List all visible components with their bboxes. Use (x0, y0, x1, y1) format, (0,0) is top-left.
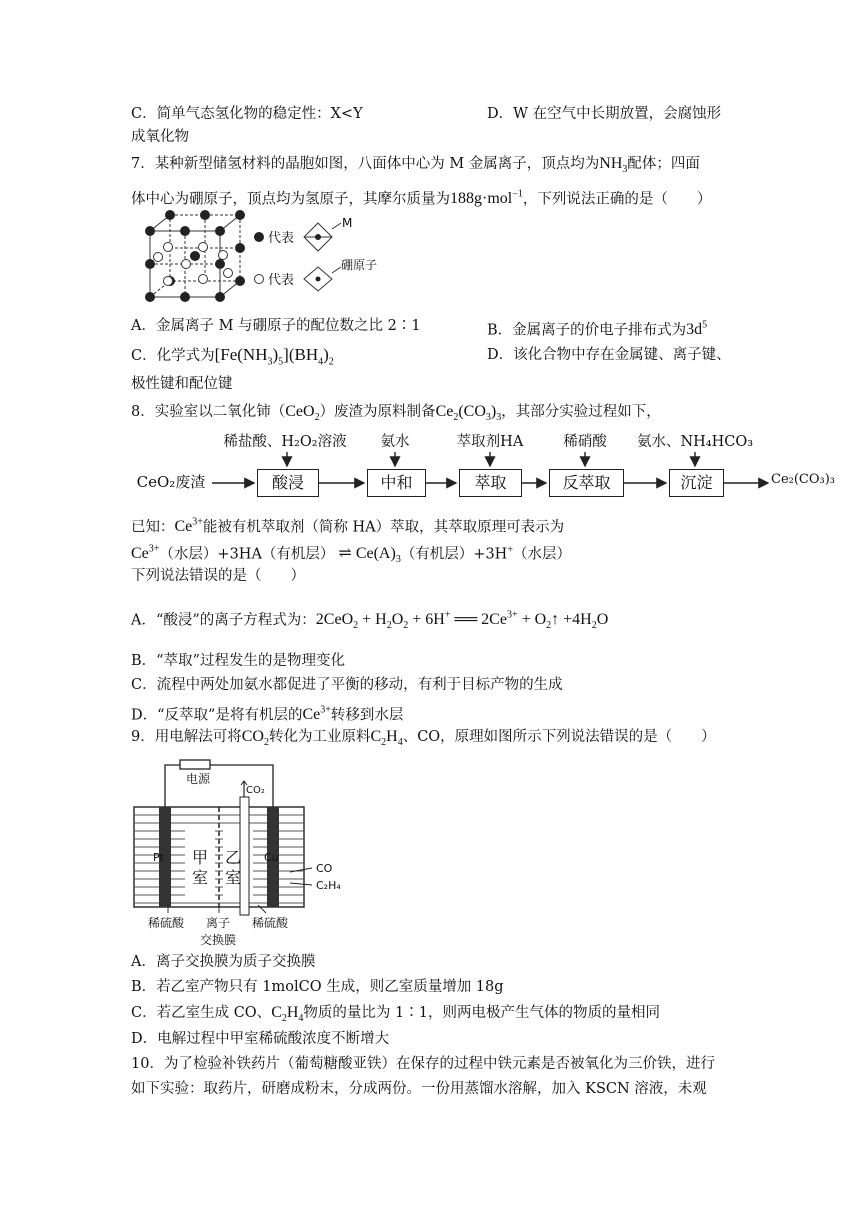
q8-stem: 8．实验室以二氧化铈（CeO$_2$）废渣为原料制备$Ce_2(CO_3)_3$，其部分实验过程如下， (131, 403, 661, 424)
q7-stem-text: 7．某种新型储氢材料的晶胞如图，八面体中心为 M 金属离子，顶点均为 (131, 156, 600, 172)
q7-stem-text: 体中心为硼原子，顶点均为氢原子，其摩尔质量为 (131, 191, 450, 208)
q8-stem-text: 8．实验室以二氧化铈（ (131, 404, 286, 420)
q9-option-a: A．离子交换膜为质子交换膜 (131, 954, 316, 970)
q7-stem-line2: 体中心为硼原子，顶点均为氢原子，其摩尔质量为188g·mol$^{-1}$，下列说法正确的是（ ） (131, 189, 712, 208)
flow-step-box: 酸浸 (257, 469, 319, 497)
power-label: 电源 (186, 772, 211, 786)
flow-step-box: 萃取 (459, 469, 522, 497)
legend-m-label: M (342, 216, 353, 230)
q6-option-d: D．W 在空气中长期放置，会腐蚀形 (487, 106, 722, 122)
q8-option-d-text: D．“反萃取”是将有机层的 (131, 707, 303, 724)
reagent-label: 稀盐酸、H₂O₂溶液 (223, 434, 347, 450)
q8-equilibrium: $Ce^{3+}$（水层）+3HA（有机层） ⇌ $Ce(A)_3$（有机层）+3H+（水层） (131, 544, 571, 566)
q9-option-c: C．若乙室生成 CO、$C_2H_4$物质的量比为 1∶1，则两电极产生气体的物质的量相同 (131, 1004, 660, 1025)
q7-option-b-text: B．金属离子的价电子排布式为 (487, 322, 687, 339)
membrane-label: 离子 (206, 916, 231, 930)
c2h4-label: C₂H₄ (316, 879, 341, 892)
q9-stem-text: 9．用电解法可将 (131, 729, 242, 745)
room-b-text: 室 (225, 868, 242, 887)
flow-step-box: 中和 (367, 469, 426, 497)
q9-option-c-text: 物质的量比为 1∶1，则两电极产生气体的物质的量相同 (303, 1005, 660, 1021)
flow-step-box: 沉淀 (669, 469, 724, 497)
acid-right-label: 稀硫酸 (252, 916, 289, 930)
acid-left-label: 稀硫酸 (148, 916, 185, 930)
co2-label: CO₂ (246, 785, 265, 796)
q8-option-a: A．“酸浸”的离子方程式为：$2CeO_2 + H_2O_2 + 6H^+$ ══ $2Ce^{3+}$ + $O_2↑ +4H_2O$ (131, 610, 609, 632)
q7-option-d: D．该化合物中存在金属键、离子键、 (487, 347, 731, 363)
q9-option-c-text: C．若乙室生成 CO、 (131, 1005, 272, 1021)
q8-flowchart (130, 428, 845, 508)
q8-known-text: 能被有机萃取剂（简称 HA）萃取，其萃取原理可表示为 (202, 519, 565, 536)
q7-option-c: C．化学式为$[Fe(NH_3)_5](BH_4)_2$ (131, 345, 334, 368)
q10-stem-line1: 10．为了检验补铁药片（葡萄糖酸亚铁）在保存的过程中铁元素是否被氧化为三价铁，进行 (131, 1056, 715, 1072)
q8-eq-text: （有机层）+3H (400, 546, 508, 563)
q8-option-b: B．“萃取”过程发生的是物理变化 (131, 653, 345, 669)
q8-stem-text: ）废渣为原料制备 (319, 404, 436, 420)
reagent-label: 氨水 (380, 434, 410, 450)
q7-stem-text: ，下列说法正确的是（ ） (522, 191, 712, 208)
q8-known: 已知：$Ce^{3+}$能被有机萃取剂（简称 HA）萃取，其萃取原理可表示为 (131, 517, 565, 536)
q9-stem-text: 、CO，原理如图所示下列说法错误的是（ ） (402, 729, 716, 745)
flow-start: CeO₂废渣 (136, 473, 206, 491)
reagent-label: 萃取剂HA (456, 434, 524, 450)
q8-option-d-text: 转移到水层 (330, 707, 404, 724)
q7-option-d-cont: 极性键和配位键 (131, 376, 233, 392)
reagent-label: 稀硝酸 (563, 434, 607, 450)
q9-electrolysis-figure (128, 757, 358, 949)
room-b-text: 乙 (225, 848, 242, 867)
reagent-label: 氨水、NH₄HCO₃ (636, 434, 754, 450)
q8-stem-text: ，其部分实验过程如下， (501, 404, 661, 420)
q8-ask: 下列说法错误的是（ ） (131, 568, 305, 584)
legend-dark-text: 代表 (268, 231, 295, 246)
q7-option-c-text: C．化学式为 (131, 348, 215, 364)
q7-stem-text: 配体；四面 (627, 156, 700, 172)
flow-step-box: 反萃取 (549, 469, 624, 497)
q8-option-c: C．流程中两处加氨水都促进了平衡的移动，有利于目标产物的生成 (131, 677, 563, 693)
legend-boron-label: 硼原子 (341, 258, 378, 272)
pt-label: Pt (153, 851, 164, 864)
q8-known-text: 已知： (131, 519, 175, 536)
legend-light-text: 代表 (268, 273, 295, 288)
q7-crystal-figure (138, 209, 378, 305)
cu-label: Cu (264, 851, 279, 864)
q7-option-a: A．金属离子 M 与硼原子的配位数之比 2∶1 (131, 318, 421, 334)
q9-stem: 9．用电解法可将$CO_2$转化为工业原料$C_2H_4$、CO，原理如图所示下列说法错误的是（ ） (131, 728, 716, 749)
q6-option-c: C．简单气态氢化物的稳定性：X<Y (131, 106, 363, 122)
q8-eq-text: （水层）+3HA（有机层） (159, 546, 335, 563)
q6-option-d-cont: 成氧化物 (131, 129, 189, 145)
co-label: CO (316, 862, 333, 875)
q8-option-d: D．“反萃取”是将有机层的$Ce^{3+}$转移到水层 (131, 705, 404, 724)
q9-option-d: D．电解过程中甲室稀硫酸浓度不断增大 (131, 1031, 390, 1047)
q7-stem-line1: 7．某种新型储氢材料的晶胞如图，八面体中心为 M 金属离子，顶点均为$NH_3$配体；四面 (131, 155, 700, 176)
membrane-label: 交换膜 (200, 933, 237, 947)
q10-stem-line2: 如下实验：取药片，研磨成粉末，分成两份。一份用蒸馏水溶解，加入 KSCN 溶液，未观 (131, 1081, 707, 1097)
q9-stem-text: 转化为工业原料 (268, 729, 371, 745)
flow-end: Ce₂(CO₃)₃ (771, 472, 836, 487)
q7-option-b: B．金属离子的价电子排布式为$3d^5$ (487, 320, 708, 339)
q8-option-a-text: A．“酸浸”的离子方程式为： (131, 612, 316, 629)
q9-option-b: B．若乙室产物只有 1molCO 生成，则乙室质量增加 18g (131, 979, 504, 995)
q8-eq-text: （水层） (512, 546, 571, 563)
room-a-text: 室 (192, 868, 209, 887)
room-a-text: 甲 (192, 848, 209, 867)
